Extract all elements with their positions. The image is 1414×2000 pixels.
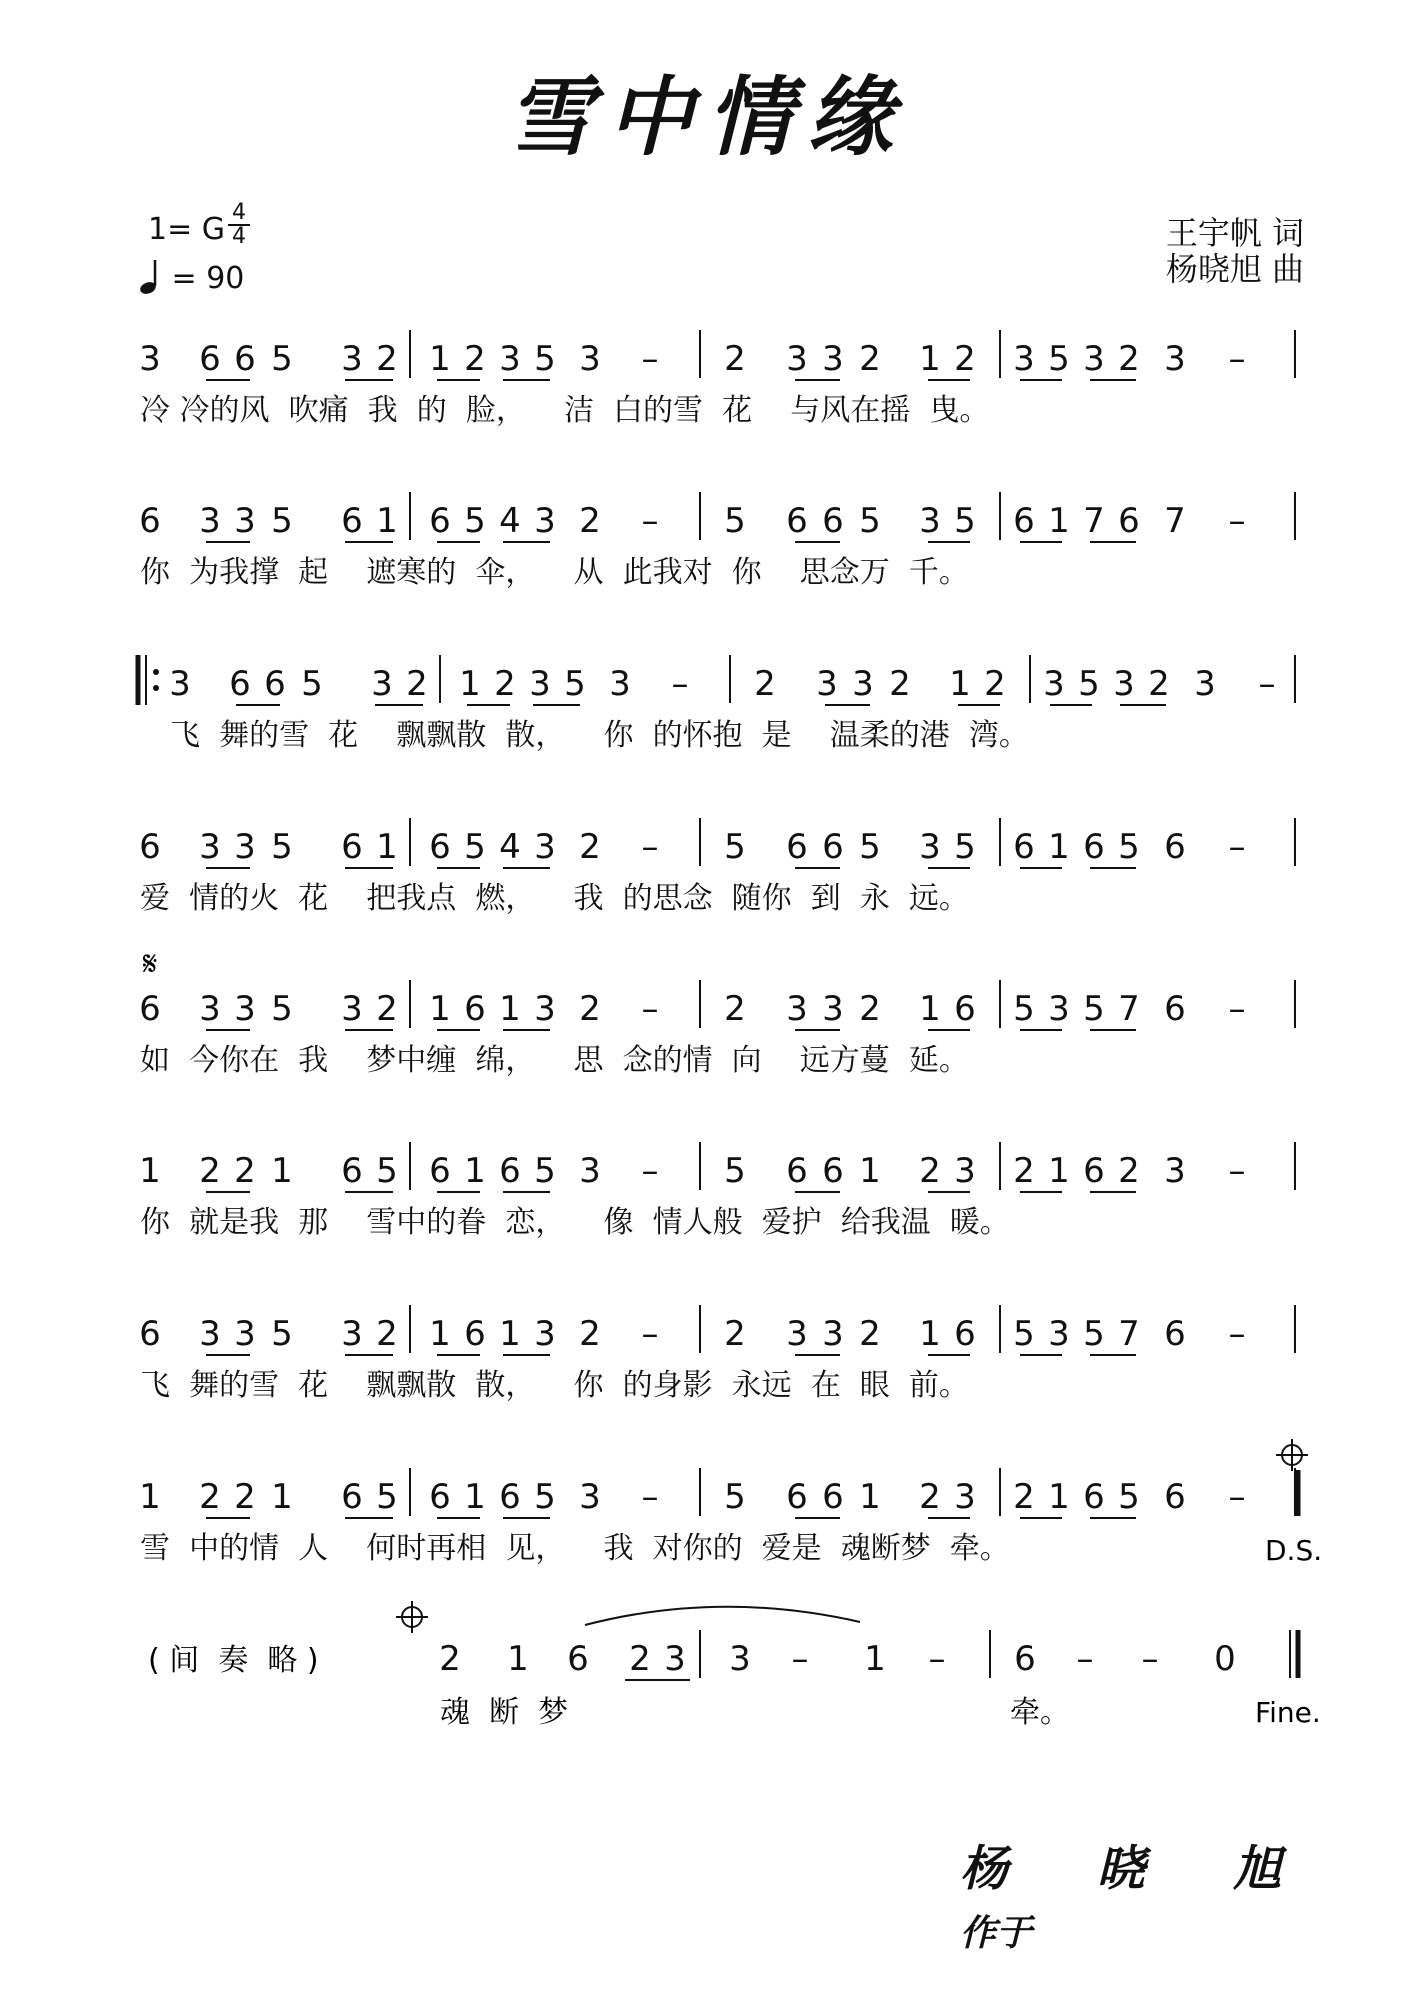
note: 3 — [954, 1477, 976, 1517]
note: 3 — [1194, 664, 1216, 704]
note: – — [641, 989, 659, 1029]
note: 1 — [139, 1477, 161, 1517]
note: 3 — [534, 1314, 556, 1354]
score-row — [139, 330, 1295, 380]
note: 6 — [786, 827, 808, 867]
note: 6 — [464, 989, 486, 1029]
note: 5 — [534, 1151, 556, 1191]
note: 1 — [429, 1314, 451, 1354]
note: 3 — [664, 1639, 686, 1679]
note: 1 — [507, 1639, 529, 1679]
note: – — [791, 1639, 809, 1679]
lyric-row — [140, 555, 969, 590]
note: 2 — [859, 989, 881, 1029]
note: 2 — [859, 339, 881, 379]
note: 6 — [139, 501, 161, 541]
note: 6 — [1164, 989, 1186, 1029]
note: 3 — [822, 1314, 844, 1354]
lyric-text: 雪 中的情 人 何时再相 见， 我 对你的 爱是 魂断梦 牵。 — [140, 1531, 1010, 1566]
note: 6 — [139, 1314, 161, 1354]
note: 6 — [1118, 501, 1140, 541]
note: – — [641, 339, 659, 379]
note: 2 — [199, 1151, 221, 1191]
note: 1 — [1048, 1477, 1070, 1517]
note: 3 — [499, 339, 521, 379]
note: 1 — [919, 1314, 941, 1354]
note: 2 — [724, 989, 746, 1029]
note: 5 — [859, 501, 881, 541]
note: 2 — [1118, 1151, 1140, 1191]
note: 2 — [234, 1477, 256, 1517]
note: 6 — [429, 1477, 451, 1517]
note: 1 — [464, 1477, 486, 1517]
note: 2 — [376, 1314, 398, 1354]
note: 3 — [579, 339, 601, 379]
note: 3 — [199, 989, 221, 1029]
note: 2 — [1013, 1151, 1035, 1191]
note: 5 — [271, 501, 293, 541]
time-sig-den: 4 — [228, 224, 250, 248]
score-row — [139, 492, 1295, 542]
note: 1 — [459, 664, 481, 704]
note: 2 — [1118, 339, 1140, 379]
repeat-dot — [153, 669, 159, 675]
note: – — [928, 1639, 946, 1679]
score-row — [139, 818, 1295, 868]
score-row-last — [439, 1607, 1298, 1680]
note: 6 — [567, 1639, 589, 1679]
note: 6 — [786, 501, 808, 541]
note: 2 — [464, 339, 486, 379]
note: 2 — [954, 339, 976, 379]
note: 1 — [919, 989, 941, 1029]
note: 2 — [919, 1151, 941, 1191]
note: 3 — [1164, 1151, 1186, 1191]
note: 2 — [754, 664, 776, 704]
note: 6 — [1164, 1477, 1186, 1517]
score-row — [139, 1142, 1295, 1192]
note: – — [1228, 1314, 1246, 1354]
score-row — [139, 1305, 1295, 1355]
note: 5 — [1078, 664, 1100, 704]
note: – — [1076, 1639, 1094, 1679]
note: 5 — [724, 1151, 746, 1191]
lyric-text: 飞 舞的雪 花 飘飘散 散， 你 的身影 永远 在 眼 前。 — [140, 1368, 969, 1403]
lyric-text: 飞 舞的雪 花 飘飘散 散， 你 的怀抱 是 温柔的港 湾。 — [170, 718, 1029, 753]
note: 5 — [534, 1477, 556, 1517]
note: 0 — [1214, 1639, 1236, 1679]
lyric-row — [170, 718, 1029, 753]
note: 2 — [984, 664, 1006, 704]
note: 3 — [579, 1151, 601, 1191]
note: 5 — [1118, 1477, 1140, 1517]
note: 6 — [234, 339, 256, 379]
lyric-text: 冷 冷的风 吹痛 我 的 脸， 洁 白的雪 花 与风在摇 曳。 — [140, 393, 990, 428]
note: 3 — [199, 501, 221, 541]
note: 2 — [579, 989, 601, 1029]
note: – — [641, 1314, 659, 1354]
note: 3 — [1013, 339, 1035, 379]
note: 5 — [464, 501, 486, 541]
note: 2 — [1148, 664, 1170, 704]
note: – — [1258, 664, 1276, 704]
note: 6 — [341, 1477, 363, 1517]
note: 5 — [464, 827, 486, 867]
note: 3 — [1113, 664, 1135, 704]
note: 2 — [724, 339, 746, 379]
note: 5 — [954, 827, 976, 867]
note: 5 — [271, 989, 293, 1029]
note: 3 — [341, 989, 363, 1029]
note: 5 — [1013, 1314, 1035, 1354]
note: – — [1228, 989, 1246, 1029]
lyric-text: 你 就是我 那 雪中的眷 恋， 像 情人般 爱护 给我温 暖。 — [140, 1205, 1010, 1240]
note: 1 — [464, 1151, 486, 1191]
note: 5 — [859, 827, 881, 867]
note: 6 — [822, 827, 844, 867]
note: 5 — [724, 501, 746, 541]
note: 3 — [1043, 664, 1065, 704]
note: 3 — [609, 664, 631, 704]
note: 3 — [234, 827, 256, 867]
note: 1 — [864, 1639, 886, 1679]
note: 3 — [729, 1639, 751, 1679]
note: 3 — [822, 989, 844, 1029]
note: 6 — [786, 1477, 808, 1517]
note: 5 — [954, 501, 976, 541]
note: 2 — [439, 1639, 461, 1679]
song-title: 雪中情缘 — [507, 67, 907, 168]
note: 6 — [199, 339, 221, 379]
note: 7 — [1164, 501, 1186, 541]
lyric-row — [140, 1205, 1010, 1240]
note: 2 — [376, 989, 398, 1029]
note: 4 — [499, 501, 521, 541]
note: – — [1141, 1639, 1159, 1679]
note: 3 — [169, 664, 191, 704]
note: 6 — [954, 989, 976, 1029]
note: 6 — [1164, 1314, 1186, 1354]
note: – — [1228, 827, 1246, 867]
note: 3 — [234, 1314, 256, 1354]
note: 4 — [499, 827, 521, 867]
note: 2 — [494, 664, 516, 704]
note: 5 — [271, 339, 293, 379]
signature-sub: 作于 — [960, 1912, 1033, 1954]
note: 6 — [1014, 1639, 1036, 1679]
note: 2 — [724, 1314, 746, 1354]
note: 5 — [376, 1477, 398, 1517]
slur — [585, 1607, 860, 1625]
note: 7 — [1118, 989, 1140, 1029]
note: 1 — [429, 989, 451, 1029]
note: 1 — [429, 339, 451, 379]
note: 5 — [564, 664, 586, 704]
note: 6 — [1083, 827, 1105, 867]
note: 1 — [859, 1477, 881, 1517]
note: 3 — [786, 339, 808, 379]
note: 3 — [1048, 1314, 1070, 1354]
note: 6 — [341, 501, 363, 541]
note: 5 — [1083, 989, 1105, 1029]
note: – — [671, 664, 689, 704]
lyric-row — [140, 393, 989, 428]
note: 3 — [534, 501, 556, 541]
note: 5 — [1083, 1314, 1105, 1354]
note: 2 — [579, 501, 601, 541]
note: 1 — [139, 1151, 161, 1191]
note: – — [641, 1477, 659, 1517]
lyric-row — [140, 881, 969, 916]
lyric-text: 如 今你在 我 梦中缠 绵， 思 念的情 向 远方蔓 延。 — [140, 1043, 969, 1078]
note: – — [641, 827, 659, 867]
lyricist: 王宇帆 词 — [1165, 214, 1304, 252]
note: 3 — [534, 989, 556, 1029]
note: – — [641, 501, 659, 541]
note: 3 — [199, 1314, 221, 1354]
key-label: 1= G — [148, 212, 226, 247]
note: 1 — [1048, 501, 1070, 541]
lyric-row — [140, 1531, 1010, 1566]
note: 6 — [786, 1151, 808, 1191]
note: 2 — [234, 1151, 256, 1191]
note: 3 — [852, 664, 874, 704]
note: 1 — [919, 339, 941, 379]
time-sig-num: 4 — [232, 200, 246, 225]
note: 2 — [199, 1477, 221, 1517]
note: 3 — [579, 1477, 601, 1517]
score-row — [169, 655, 1295, 705]
note: 3 — [786, 989, 808, 1029]
note: 3 — [139, 339, 161, 379]
ds-mark: D.S. — [1265, 1534, 1323, 1567]
note: 5 — [724, 1477, 746, 1517]
tempo-value: = 90 — [171, 261, 245, 296]
note: 6 — [1164, 827, 1186, 867]
note: 1 — [949, 664, 971, 704]
note: 2 — [376, 339, 398, 379]
note: – — [1228, 339, 1246, 379]
note: 3 — [529, 664, 551, 704]
note: 5 — [1118, 827, 1140, 867]
note: 6 — [264, 664, 286, 704]
note: 1 — [271, 1477, 293, 1517]
lyric-text: 爱 情的火 花 把我点 燃， 我 的思念 随你 到 永 远。 — [140, 881, 969, 916]
note: 6 — [499, 1477, 521, 1517]
note: 3 — [816, 664, 838, 704]
note: 2 — [919, 1477, 941, 1517]
note: 6 — [822, 1477, 844, 1517]
note: 6 — [822, 1151, 844, 1191]
note: 3 — [199, 827, 221, 867]
note: 5 — [301, 664, 323, 704]
note: 6 — [229, 664, 251, 704]
note: 1 — [271, 1151, 293, 1191]
note: 3 — [534, 827, 556, 867]
note: 6 — [429, 827, 451, 867]
note: 6 — [341, 1151, 363, 1191]
note: 3 — [1048, 989, 1070, 1029]
segno-icon: 𝄋 — [142, 944, 158, 984]
note: 6 — [464, 1314, 486, 1354]
lyric-row — [140, 1368, 969, 1403]
score-row — [139, 1468, 1295, 1518]
note: 3 — [919, 501, 941, 541]
interlude-label: ( 间 奏 略 ) — [148, 1643, 319, 1678]
note: 2 — [406, 664, 428, 704]
note: 6 — [429, 501, 451, 541]
note: 6 — [139, 827, 161, 867]
note: 5 — [1013, 989, 1035, 1029]
note: 3 — [1164, 339, 1186, 379]
note: 6 — [139, 989, 161, 1029]
note: – — [641, 1151, 659, 1191]
lyric-last-b: 牵。 — [1010, 1695, 1070, 1730]
note: 1 — [376, 501, 398, 541]
note: 6 — [1083, 1151, 1105, 1191]
lyric-text: 你 为我撑 起 遮寒的 伞， 从 此我对 你 思念万 千。 — [140, 555, 969, 590]
note: 5 — [534, 339, 556, 379]
note: 5 — [271, 827, 293, 867]
note: 2 — [579, 1314, 601, 1354]
note: 3 — [234, 989, 256, 1029]
note: 6 — [822, 501, 844, 541]
note: 3 — [954, 1151, 976, 1191]
note: – — [1228, 1151, 1246, 1191]
note: 2 — [859, 1314, 881, 1354]
note: 5 — [271, 1314, 293, 1354]
score-row — [139, 980, 1295, 1030]
note: 6 — [499, 1151, 521, 1191]
note: 3 — [786, 1314, 808, 1354]
note: 7 — [1118, 1314, 1140, 1354]
note: 2 — [889, 664, 911, 704]
note: 3 — [234, 501, 256, 541]
note: 1 — [1048, 1151, 1070, 1191]
note: 5 — [376, 1151, 398, 1191]
note: 2 — [629, 1639, 651, 1679]
note: 5 — [724, 827, 746, 867]
note: 3 — [919, 827, 941, 867]
fine-mark: Fine. — [1255, 1696, 1321, 1729]
note: 7 — [1083, 501, 1105, 541]
note: 6 — [1013, 501, 1035, 541]
repeat-dot — [153, 685, 159, 691]
note: 3 — [822, 339, 844, 379]
lyric-row — [140, 1043, 969, 1078]
note: 1 — [1048, 827, 1070, 867]
note: 6 — [341, 827, 363, 867]
note: – — [1228, 501, 1246, 541]
note: 1 — [376, 827, 398, 867]
note: 1 — [499, 1314, 521, 1354]
note: 1 — [859, 1151, 881, 1191]
note: 2 — [579, 827, 601, 867]
signature: 杨 晓 旭 — [960, 1841, 1318, 1897]
note: 1 — [499, 989, 521, 1029]
composer: 杨晓旭 曲 — [1165, 250, 1304, 288]
note: 6 — [429, 1151, 451, 1191]
note: 3 — [371, 664, 393, 704]
note: 6 — [1083, 1477, 1105, 1517]
note: 3 — [341, 339, 363, 379]
note: 5 — [1048, 339, 1070, 379]
note: 6 — [1013, 827, 1035, 867]
lyric-last-a: 魂 断 梦 — [440, 1695, 569, 1730]
note: – — [1228, 1477, 1246, 1517]
note: 3 — [341, 1314, 363, 1354]
note: 6 — [954, 1314, 976, 1354]
note: 3 — [1083, 339, 1105, 379]
note: 2 — [1013, 1477, 1035, 1517]
